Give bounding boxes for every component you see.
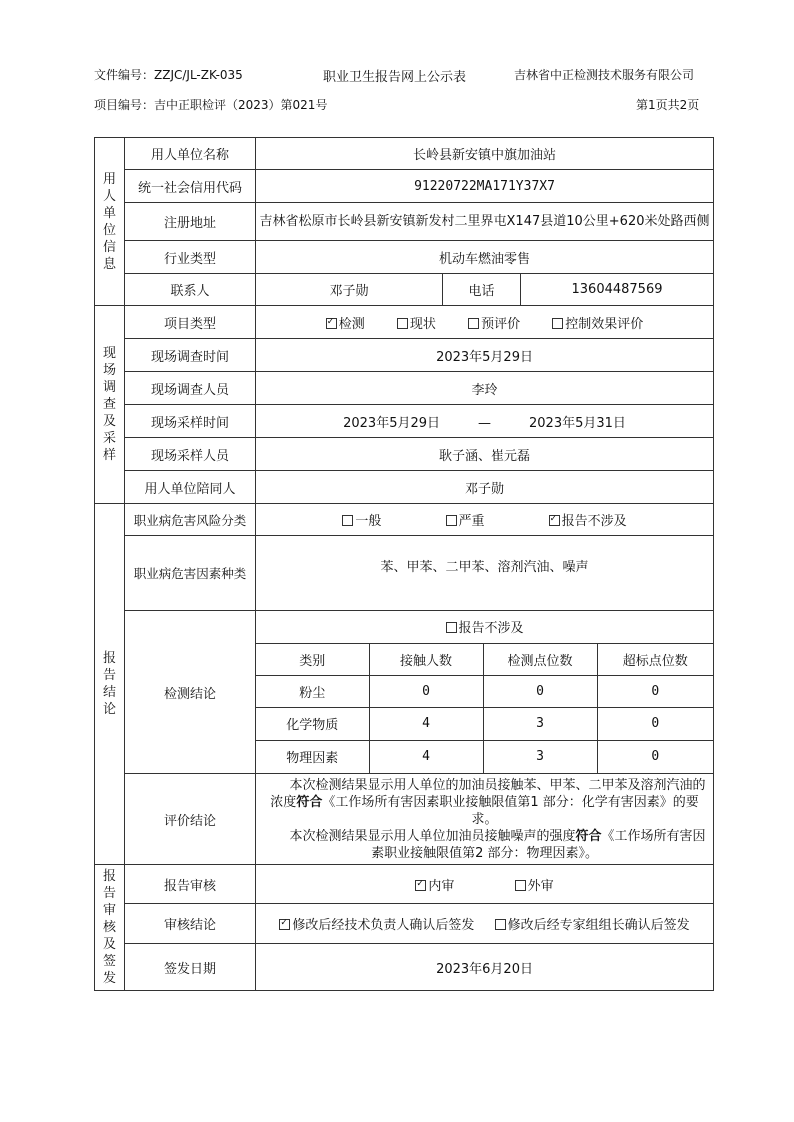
factors: 苯、甲苯、二甲苯、溶剂汽油、噪声 [256, 536, 714, 611]
section-employer: 用 人 单 位 信 息 [95, 138, 125, 306]
risk-option[interactable]: ✓ 报告不涉及 [549, 510, 627, 529]
surveyor-label: 现场调查人员 [125, 372, 256, 405]
address: 吉林省松原市长岭县新安镇新发村二里界屯X147县道10公里+620米处路西侧 [256, 203, 714, 241]
detect-na-option[interactable]: 报告不涉及 [256, 611, 713, 643]
audit-option[interactable]: ✓ 内审 [415, 875, 454, 894]
checkbox-icon [468, 318, 479, 329]
type-option[interactable]: ✓ 检测 [326, 313, 365, 332]
company-name: 吉林省中正检测技术服务有限公司 [514, 68, 695, 82]
audit-options [256, 865, 714, 904]
section-survey: 现 场 调 查 及 采 样 [95, 306, 125, 504]
detect-header: 超标点位数 [597, 643, 713, 675]
industry: 机动车燃油零售 [256, 241, 714, 274]
detect-cell-value: 0 [597, 707, 713, 740]
detect-cell-value: 4 [369, 740, 483, 773]
eval-label: 评价结论 [125, 774, 256, 865]
surveyor: 李玲 [256, 372, 714, 405]
eval-text: 本次检测结果显示用人单位的加油员接触苯、甲苯、二甲苯及溶剂汽油的浓度符合《工作场所有害因素职业接触限值第1 部分：化学有害因素》的要求。 本次检测结果显示用人单位加油员接触噪声的强度符合《工作场所有害因素职业接触限值第2 部分：物理因素》。 [256, 774, 714, 865]
contact: 邓子勋 [256, 274, 443, 306]
project-number: 项目编号：吉中正职检评（2023）第021号 [94, 98, 328, 112]
detect-cell-value: 0 [597, 740, 713, 773]
detect-cell-value: 0 [483, 675, 597, 707]
checkbox-icon [326, 318, 337, 329]
table-row [256, 675, 713, 707]
detect-cell-value: 3 [483, 740, 597, 773]
checkbox-icon [342, 515, 353, 526]
detect-label: 检测结论 [125, 611, 256, 774]
risk-option[interactable]: 严重 [446, 510, 485, 529]
detect-cell-value: 4 [369, 707, 483, 740]
sampler-label: 现场采样人员 [125, 438, 256, 471]
detect-header: 类别 [256, 643, 369, 675]
date-label: 签发日期 [125, 944, 256, 991]
companion: 邓子勋 [256, 471, 714, 504]
result-options [256, 904, 714, 944]
detect-table [256, 611, 713, 773]
project-type-options [256, 306, 714, 339]
detect-cell-value: 0 [597, 675, 713, 707]
section-conclusion: 报 告 结 论 [95, 504, 125, 865]
checkbox-icon [552, 318, 563, 329]
disclosure-table [94, 137, 714, 991]
result-option[interactable]: ✓ 修改后经技术负责人确认后签发 [279, 914, 474, 933]
checkbox-icon [495, 919, 506, 930]
industry-label: 行业类型 [125, 241, 256, 274]
employer-name-label: 用人单位名称 [125, 138, 256, 170]
detect-cell [256, 611, 714, 774]
sampler: 耿子涵、崔元磊 [256, 438, 714, 471]
checkbox-icon [397, 318, 408, 329]
audit-option[interactable]: 外审 [515, 875, 554, 894]
sampling-time-label: 现场采样时间 [125, 405, 256, 438]
detect-cell-category: 化学物质 [256, 707, 369, 740]
result-label: 审核结论 [125, 904, 256, 944]
page-indicator: 第1页共2页 [636, 98, 700, 112]
result-option[interactable]: 修改后经专家组组长确认后签发 [495, 914, 690, 933]
phone: 13604487569 [521, 274, 714, 306]
survey-time-label: 现场调查时间 [125, 339, 256, 372]
detect-header: 检测点位数 [483, 643, 597, 675]
survey-time: 2023年5月29日 [256, 339, 714, 372]
phone-label: 电话 [443, 274, 521, 306]
table-row [256, 740, 713, 773]
risk-options [256, 504, 714, 536]
checkbox-icon [549, 515, 560, 526]
project-type-label: 项目类型 [125, 306, 256, 339]
checkbox-icon [415, 880, 426, 891]
checkbox-icon [446, 622, 457, 633]
detect-cell-value: 0 [369, 675, 483, 707]
employer-name: 长岭县新安镇中旗加油站 [256, 138, 714, 170]
detect-cell-value: 3 [483, 707, 597, 740]
type-option[interactable]: 现状 [397, 313, 436, 332]
credit-code: 91220722MA171Y37X7 [256, 170, 714, 203]
companion-label: 用人单位陪同人 [125, 471, 256, 504]
checkbox-icon [515, 880, 526, 891]
table-row [256, 707, 713, 740]
type-option[interactable]: 预评价 [468, 313, 520, 332]
address-label: 注册地址 [125, 203, 256, 241]
risk-label: 职业病危害风险分类 [125, 504, 256, 536]
risk-option[interactable]: 一般 [342, 510, 381, 529]
form-title: 职业卫生报告网上公示表 [323, 70, 467, 85]
credit-code-label: 统一社会信用代码 [125, 170, 256, 203]
factors-label: 职业病危害因素种类 [125, 536, 256, 611]
section-review: 报 告 审 核 及 签 发 [95, 865, 125, 991]
issue-date: 2023年6月20日 [256, 944, 714, 991]
contact-label: 联系人 [125, 274, 256, 306]
detect-cell-category: 物理因素 [256, 740, 369, 773]
checkbox-icon [279, 919, 290, 930]
type-option[interactable]: 控制效果评价 [552, 313, 643, 332]
detect-header: 接触人数 [369, 643, 483, 675]
file-number: 文件编号：ZZJC/JL-ZK-035 [94, 68, 243, 82]
sampling-time: 2023年5月29日 — 2023年5月31日 [256, 405, 714, 438]
checkbox-icon [446, 515, 457, 526]
audit-label: 报告审核 [125, 865, 256, 904]
detect-cell-category: 粉尘 [256, 675, 369, 707]
